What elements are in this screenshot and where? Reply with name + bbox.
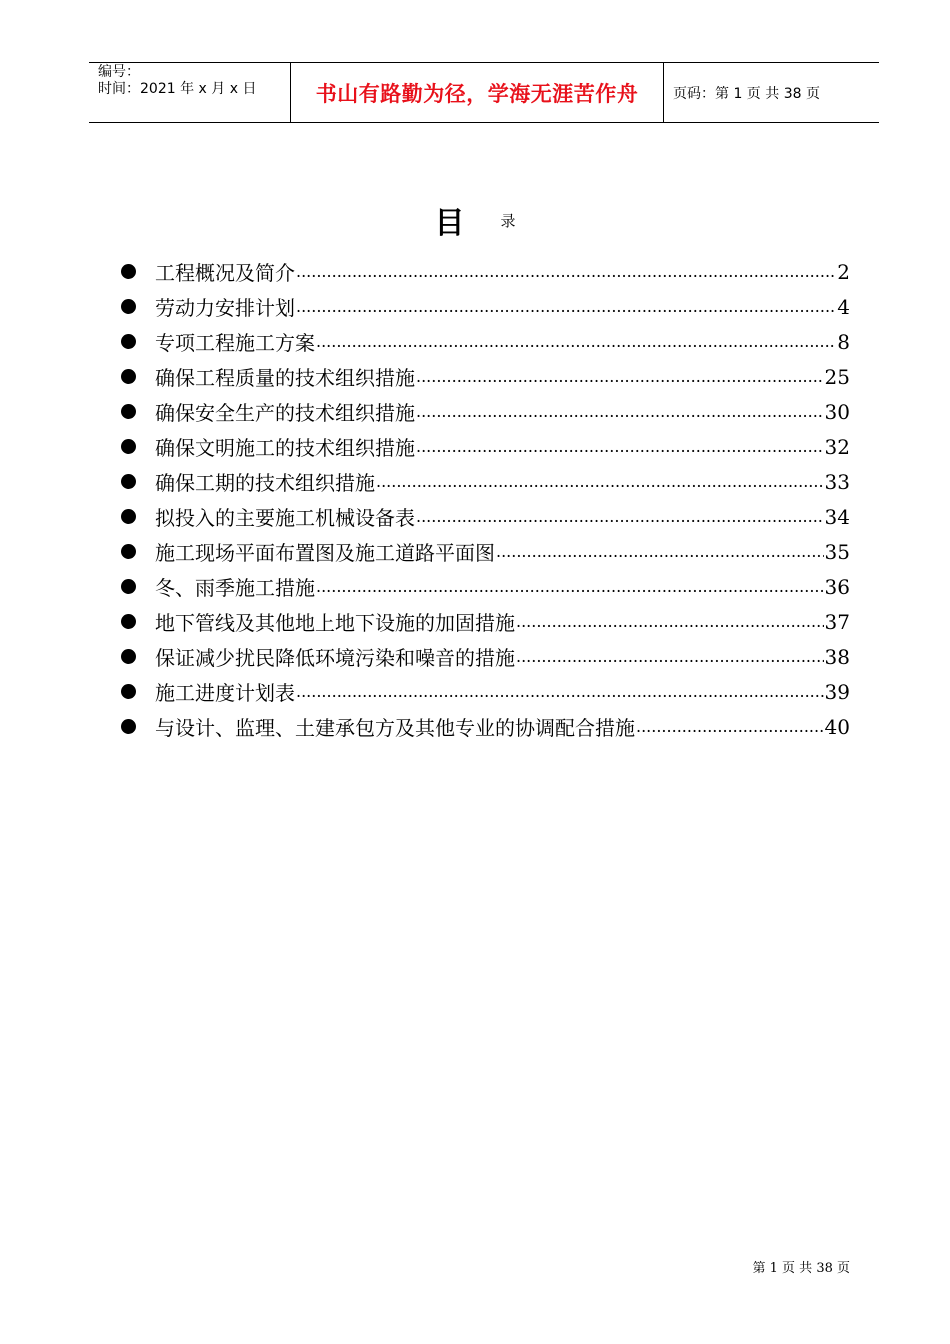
bullet-icon <box>121 264 136 279</box>
toc-entry[interactable] <box>118 604 850 639</box>
bullet-icon <box>121 369 136 384</box>
toc-entry[interactable] <box>118 254 850 289</box>
toc-entry-text: 冬、雨季施工措施 <box>155 576 315 600</box>
toc-entry[interactable] <box>118 709 850 744</box>
dot-leader <box>376 472 824 491</box>
dot-leader <box>516 612 824 631</box>
dot-leader <box>416 367 824 386</box>
header-motto: 书山有路勤为径，学海无涯苦作舟 <box>315 81 639 106</box>
dot-leader <box>296 297 836 316</box>
bullet-icon <box>121 684 136 699</box>
toc-entry-page: 39 <box>824 679 850 704</box>
toc-entry[interactable] <box>118 429 850 464</box>
toc-entry-page: 35 <box>824 539 850 564</box>
dot-leader <box>516 647 824 666</box>
date-label: 时间：2021 年 x 月 x 日 <box>98 81 257 97</box>
dot-leader <box>416 507 824 526</box>
toc-entry-text: 施工现场平面布置图及施工道路平面图 <box>155 541 495 565</box>
dot-leader <box>316 332 836 351</box>
toc-entry-page: 4 <box>837 294 850 319</box>
toc-entry[interactable] <box>118 534 850 569</box>
toc-entry-page: 30 <box>824 399 850 424</box>
dot-leader <box>416 437 824 456</box>
bullet-icon <box>121 579 136 594</box>
toc-entry[interactable] <box>118 569 850 604</box>
footer-page-number: 第 1 页 共 38 页 <box>752 1261 850 1276</box>
toc-entry-page: 40 <box>824 714 850 739</box>
toc-entry-text: 地下管线及其他地上地下设施的加固措施 <box>155 611 515 635</box>
toc-entry[interactable] <box>118 499 850 534</box>
bullet-icon <box>121 404 136 419</box>
toc-entry-text: 确保安全生产的技术组织措施 <box>155 401 415 425</box>
toc-entry-text: 拟投入的主要施工机械设备表 <box>155 506 415 530</box>
toc-entry-page: 33 <box>824 469 850 494</box>
toc-title-sub: 录 <box>500 211 516 230</box>
toc-entry[interactable] <box>118 289 850 324</box>
bullet-icon <box>121 509 136 524</box>
toc-entry-page: 36 <box>824 574 850 599</box>
toc-entry-page: 34 <box>824 504 850 529</box>
bullet-icon <box>121 439 136 454</box>
header-page-info: 页码：第 1 页 共 38 页 <box>673 85 820 102</box>
bullet-icon <box>121 649 136 664</box>
bullet-icon <box>121 719 136 734</box>
toc-entry-text: 与设计、监理、土建承包方及其他专业的协调配合措施 <box>155 716 635 740</box>
toc-entry-text: 确保文明施工的技术组织措施 <box>155 436 415 460</box>
dot-leader <box>296 262 836 281</box>
bullet-icon <box>121 544 136 559</box>
toc-entry-text: 劳动力安排计划 <box>155 296 295 320</box>
toc-entry-page: 25 <box>824 364 850 389</box>
toc-entry-page: 37 <box>824 609 850 634</box>
bullet-icon <box>121 614 136 629</box>
header-divider-right <box>663 62 664 123</box>
toc-entry-page: 38 <box>824 644 850 669</box>
toc-entry[interactable] <box>118 394 850 429</box>
serial-label: 编号： <box>98 64 140 80</box>
dot-leader <box>416 402 824 421</box>
toc-entry-text: 专项工程施工方案 <box>155 331 315 355</box>
toc-list <box>118 254 850 744</box>
header-meta <box>98 64 256 98</box>
bullet-icon <box>121 334 136 349</box>
toc-entry[interactable] <box>118 324 850 359</box>
toc-title-main: 目 <box>434 206 465 241</box>
dot-leader <box>316 577 824 596</box>
dot-leader <box>296 682 824 701</box>
dot-leader <box>496 542 824 561</box>
toc-title <box>0 198 950 242</box>
toc-entry-text: 确保工期的技术组织措施 <box>155 471 375 495</box>
toc-entry[interactable] <box>118 674 850 709</box>
toc-entry-text: 施工进度计划表 <box>155 681 295 705</box>
bullet-icon <box>121 474 136 489</box>
toc-entry[interactable] <box>118 464 850 499</box>
toc-entry-page: 2 <box>837 259 850 284</box>
toc-entry[interactable] <box>118 359 850 394</box>
toc-entry-text: 工程概况及简介 <box>155 261 295 285</box>
dot-leader <box>636 717 824 736</box>
bullet-icon <box>121 299 136 314</box>
toc-entry-page: 32 <box>824 434 850 459</box>
toc-entry[interactable] <box>118 639 850 674</box>
toc-entry-page: 8 <box>837 329 850 354</box>
toc-entry-text: 确保工程质量的技术组织措施 <box>155 366 415 390</box>
toc-entry-text: 保证减少扰民降低环境污染和噪音的措施 <box>155 646 515 670</box>
